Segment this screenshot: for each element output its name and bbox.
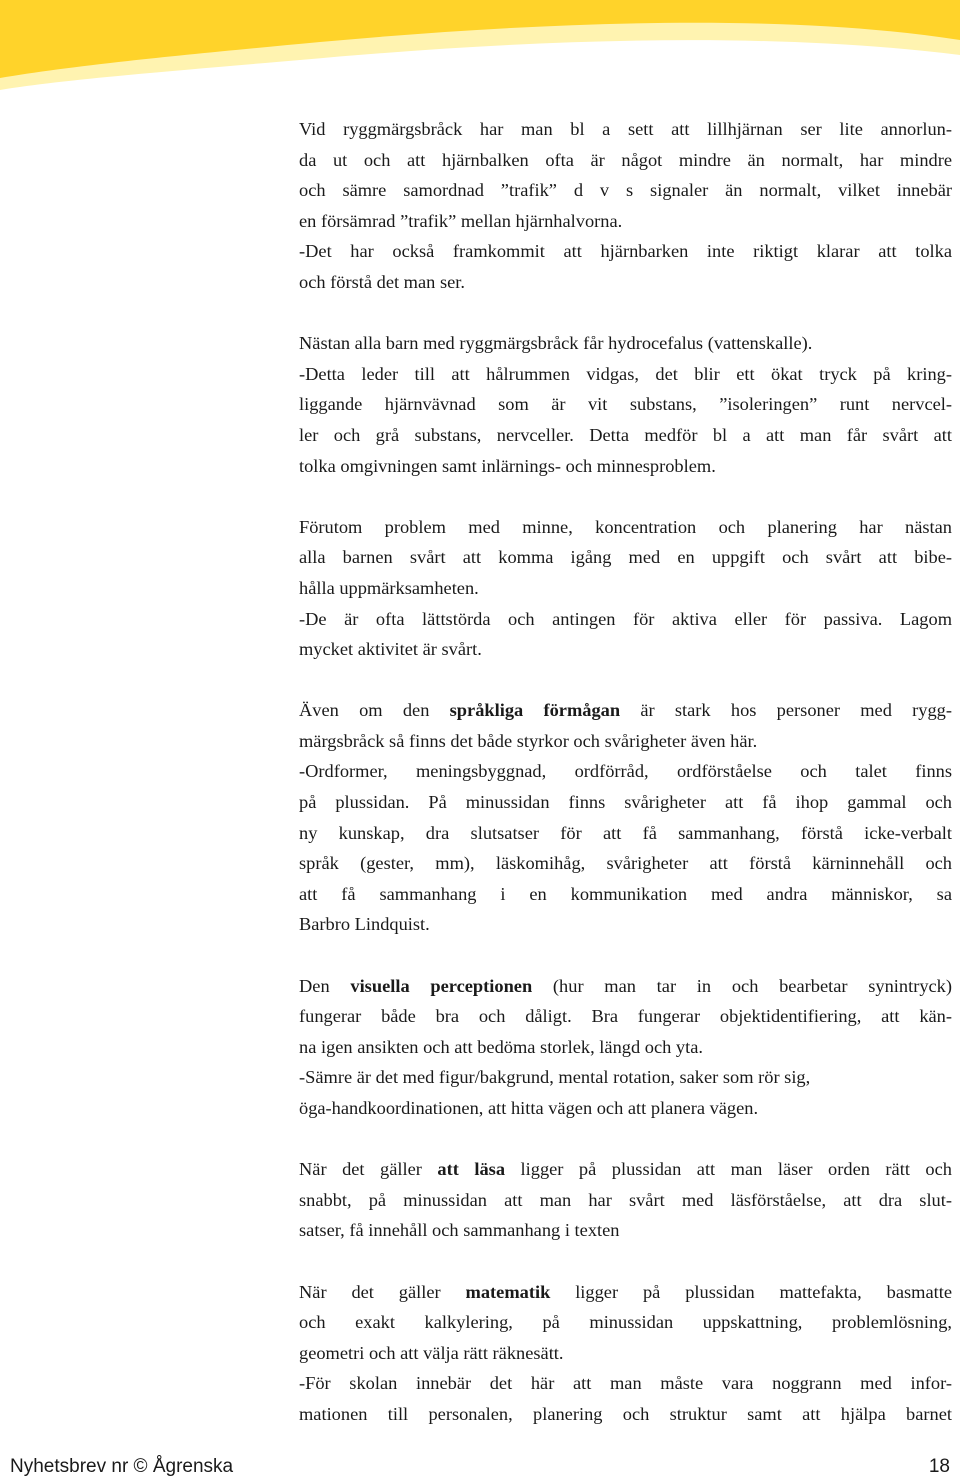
paragraph-attention bbox=[299, 512, 952, 665]
text-line: geometri och att välja rätt räknesätt. bbox=[299, 1342, 564, 1363]
text-line: liggande hjärnvävnad som är vit substans, ”isoleringen” runt nervcel- bbox=[299, 394, 952, 415]
text-line: -Detta leder till att hålrummen vidgas, det blir ett ökat tryck på kring- bbox=[299, 363, 952, 384]
article-body bbox=[299, 114, 952, 1460]
text-line: ny kunskap, dra slutsatser för att få sammanhang, förstå icke-verbalt bbox=[299, 822, 952, 843]
bold-term: matematik bbox=[465, 1281, 551, 1302]
text-line: märgsbråck så finns det både styrkor och svårigheter även här. bbox=[299, 730, 758, 751]
text-line: öga-handkoordinationen, att hitta vägen och att planera vägen. bbox=[299, 1098, 759, 1118]
text-line: na igen ansikten och att bedöma storlek, längd och yta. bbox=[299, 1036, 703, 1057]
text-line: Barbro Lindquist. bbox=[299, 914, 430, 935]
text-line: mycket aktivitet är svårt. bbox=[299, 639, 482, 660]
text-line: tolka omgivningen samt inlärnings- och minnesproblem. bbox=[299, 455, 716, 476]
paragraph-language bbox=[299, 695, 952, 940]
text-line: snabbt, på minussidan att man har svårt med läsförståelse, att dra slut- bbox=[299, 1189, 952, 1210]
text-line bbox=[299, 695, 952, 726]
text-run: Även om den bbox=[299, 700, 450, 721]
text-line: -För skolan innebär det här att man måste vara noggrann med infor- bbox=[299, 1373, 952, 1394]
text-run: Den bbox=[299, 975, 351, 996]
text-run: (hur man tar in och bearbetar synintryck) bbox=[532, 975, 953, 996]
page-number: 18 bbox=[928, 1456, 950, 1477]
paragraph-math bbox=[299, 1277, 952, 1430]
paragraph-hydrocephalus bbox=[299, 328, 952, 481]
bold-term: visuella perceptionen bbox=[350, 975, 533, 996]
text-line: språk (gester, mm), läskomihåg, svårigheter att förstå kärninnehåll och bbox=[299, 853, 952, 874]
header-banner bbox=[0, 0, 960, 90]
text-line: fungerar både bra och dåligt. Bra fungerar objektidentifiering, att kän- bbox=[299, 1006, 952, 1027]
paragraph-cerebellum bbox=[299, 114, 952, 298]
text-run: När det gäller bbox=[299, 1159, 438, 1180]
bold-term: språkliga förmågan bbox=[449, 700, 621, 721]
text-line: -De är ofta lättstörda och antingen för aktiva eller för passiva. Lagom bbox=[299, 608, 952, 629]
text-line: och sämre samordnad ”trafik” d v s signaler än normalt, vilket innebär bbox=[299, 180, 952, 201]
text-line: -Ordformer, meningsbyggnad, ordförråd, ordförståelse och talet finns bbox=[299, 761, 952, 782]
text-line bbox=[299, 1277, 952, 1308]
paragraph-reading bbox=[299, 1154, 952, 1246]
text-line: Nästan alla barn med ryggmärgsbråck får hydrocefalus (vattenskalle). bbox=[299, 333, 813, 354]
bold-term: att läsa bbox=[437, 1159, 506, 1180]
text-line: Vid ryggmärgsbråck har man bl a sett att lillhjärnan ser lite annorlun- bbox=[299, 119, 952, 139]
text-line: -Det har också framkommit att hjärnbarken inte riktigt klarar att tolka bbox=[299, 241, 952, 262]
footer-publication: Nyhetsbrev nr © Ågrenska bbox=[10, 1456, 234, 1477]
text-line: mationen till personalen, planering och struktur samt att hjälpa barnet bbox=[299, 1403, 952, 1424]
paragraph-visual-perception bbox=[299, 971, 952, 1124]
text-line: da ut och att hjärnbalken ofta är något mindre än normalt, har mindre bbox=[299, 149, 952, 170]
text-line bbox=[299, 971, 952, 1002]
text-line bbox=[299, 1154, 952, 1185]
text-run: ligger på plussidan att man läser orden rätt och bbox=[505, 1159, 952, 1180]
text-run: När det gäller bbox=[299, 1281, 466, 1302]
text-line: -Sämre är det med figur/bakgrund, mental rotation, saker som rör sig, bbox=[299, 1067, 811, 1088]
text-line: och exakt kalkylering, på minussidan uppskattning, problemlösning, bbox=[299, 1312, 952, 1333]
text-line: en försämrad ”trafik” mellan hjärnhalvorna. bbox=[299, 210, 623, 231]
text-line: satser, få innehåll och sammanhang i texten bbox=[299, 1220, 620, 1241]
text-line: alla barnen svårt att komma igång med en uppgift och svårt att bibe- bbox=[299, 547, 952, 568]
text-line: ler och grå substans, nervceller. Detta medför bl a att man får svårt att bbox=[299, 424, 952, 445]
text-line: på plussidan. På minussidan finns svårigheter att få ihop gammal och bbox=[299, 792, 952, 813]
text-line: och förstå det man ser. bbox=[299, 271, 465, 292]
text-line: Förutom problem med minne, koncentration och planering har nästan bbox=[299, 516, 952, 537]
text-run: ligger på plussidan mattefakta, basmatte bbox=[550, 1281, 952, 1302]
text-line: hålla uppmärksamheten. bbox=[299, 577, 479, 598]
text-run: är stark hos personer med rygg- bbox=[620, 700, 952, 721]
text-line: att få sammanhang i en kommunikation med andra människor, sa bbox=[299, 883, 952, 904]
